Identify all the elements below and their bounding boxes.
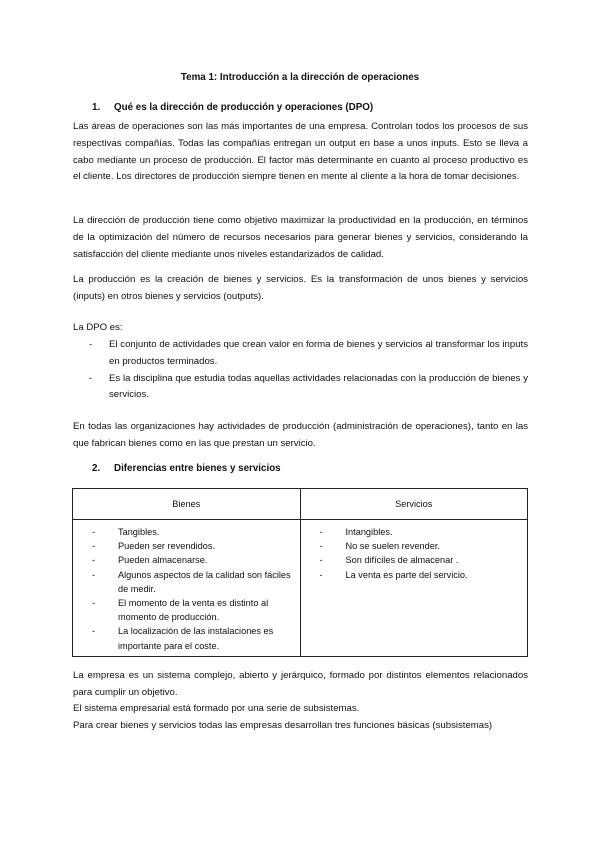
bienes-cell [73, 520, 301, 657]
paragraph: La dirección de producción tiene como objetivo maximizar la productividad en la producción, en términos de la optimización del número de recursos necesarios para generar bienes y servicios, considerando la satisfacción del cliente mediante unos niveles estandarizados de calidad. [73, 215, 528, 260]
paragraph: Las áreas de operaciones son las más importantes de una empresa. Controlan todos los procesos de sus respectivas compañías. Todas las compañías entregan un output en base a unos inputs. Esto se lleva a cabo mediante un proceso de producción. El factor más determinante en cuanto al proceso productivo es el cliente. Los directores de producción siempre tienen en mente al cliente a la hora de tomar decisiones. [73, 121, 528, 183]
table-header-servicios: Servicios [300, 489, 528, 520]
list-item: - Algunos aspectos de la calidad son fáciles de medir. [74, 568, 299, 596]
paragraph: En todas las organizaciones hay actividades de producción (administración de operaciones), tanto en las que fabrican bienes como en las que prestan un servicio. [73, 421, 528, 449]
section-1-heading [92, 102, 373, 113]
comparison-table [72, 488, 528, 657]
list-item: - Son difíciles de almacenar . [302, 553, 527, 567]
paragraph: Para crear bienes y servicios todas las empresas desarrollan tres funciones básicas (subsistemas) [73, 720, 493, 731]
table-header-bienes: Bienes [73, 489, 301, 520]
list-item: - El conjunto de actividades que crean valor en forma de bienes y servicios al transformar los inputs en productos terminados. [73, 337, 528, 371]
list-item: - Pueden almacenarse. [74, 553, 299, 567]
list-item: - La localización de las instalaciones es importante para el coste. [74, 624, 299, 652]
paragraph: La empresa es un sistema complejo, abierto y jerárquico, formado por distintos elementos relacionados para cumplir un objetivo. [73, 670, 528, 698]
section-heading-text: Diferencias entre bienes y servicios [114, 463, 281, 474]
section-number: 2. [92, 463, 101, 474]
paragraph: El sistema empresarial está formado por una serie de subsistemas. [73, 703, 360, 714]
section-heading-text: Qué es la dirección de producción y operaciones (DPO) [114, 102, 374, 113]
section-2-heading [92, 463, 281, 474]
list-item: - Tangibles. [74, 525, 299, 539]
servicios-cell [300, 520, 528, 657]
paragraph: La producción es la creación de bienes y servicios. Es la transformación de unos bienes y servicios (inputs) en otros bienes y servicios (outputs). [73, 274, 528, 302]
section-number: 1. [92, 102, 101, 113]
list-item: - Es la disciplina que estudia todas aquellas actividades relacionadas con la producción de bienes y servicios. [73, 371, 528, 405]
document-title: Tema 1: Introducción a la dirección de operaciones [180, 72, 420, 83]
list-item: - Intangibles. [302, 525, 527, 539]
dpo-list [73, 337, 528, 404]
list-item: - La venta es parte del servicio. [302, 568, 527, 582]
list-item: - El momento de la venta es distinto al momento de producción. [74, 596, 299, 624]
list-item: - No se suelen revender. [302, 539, 527, 553]
list-item: - Pueden ser revendidos. [74, 539, 299, 553]
dpo-intro: La DPO es: [73, 322, 123, 333]
